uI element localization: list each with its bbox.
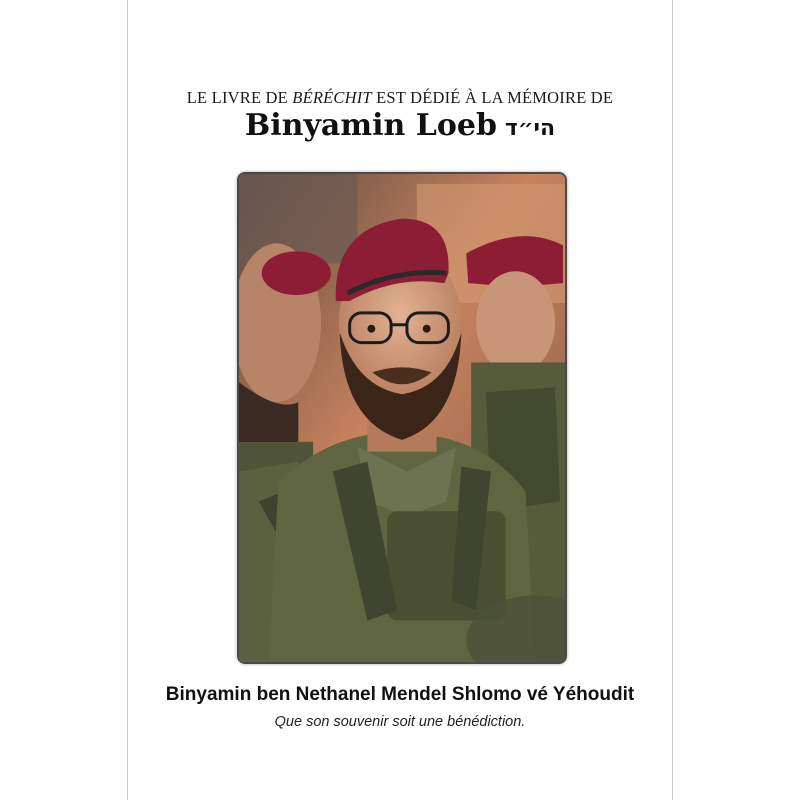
dedication-page bbox=[127, 0, 673, 800]
dedication-line bbox=[128, 88, 672, 108]
dedication-prefix: LE LIVRE DE bbox=[186, 88, 293, 107]
blessing-line: Que son souvenir soit une bénédiction. bbox=[274, 714, 526, 730]
soldier-portrait-image bbox=[239, 174, 565, 662]
honoree-name-row bbox=[128, 108, 672, 143]
book-title: BÉRÉCHIT bbox=[292, 88, 372, 107]
full-hebrew-name: Binyamin ben Nethanel Mendel Shlomo vé Yéhoudit bbox=[165, 684, 635, 705]
honoree-name: Binyamin Loeb bbox=[244, 108, 497, 143]
dedication-suffix: EST DÉDIÉ À LA MÉMOIRE DE bbox=[371, 88, 614, 107]
portrait-photo bbox=[237, 172, 567, 664]
hebrew-abbreviation: הי״ד bbox=[504, 116, 556, 141]
